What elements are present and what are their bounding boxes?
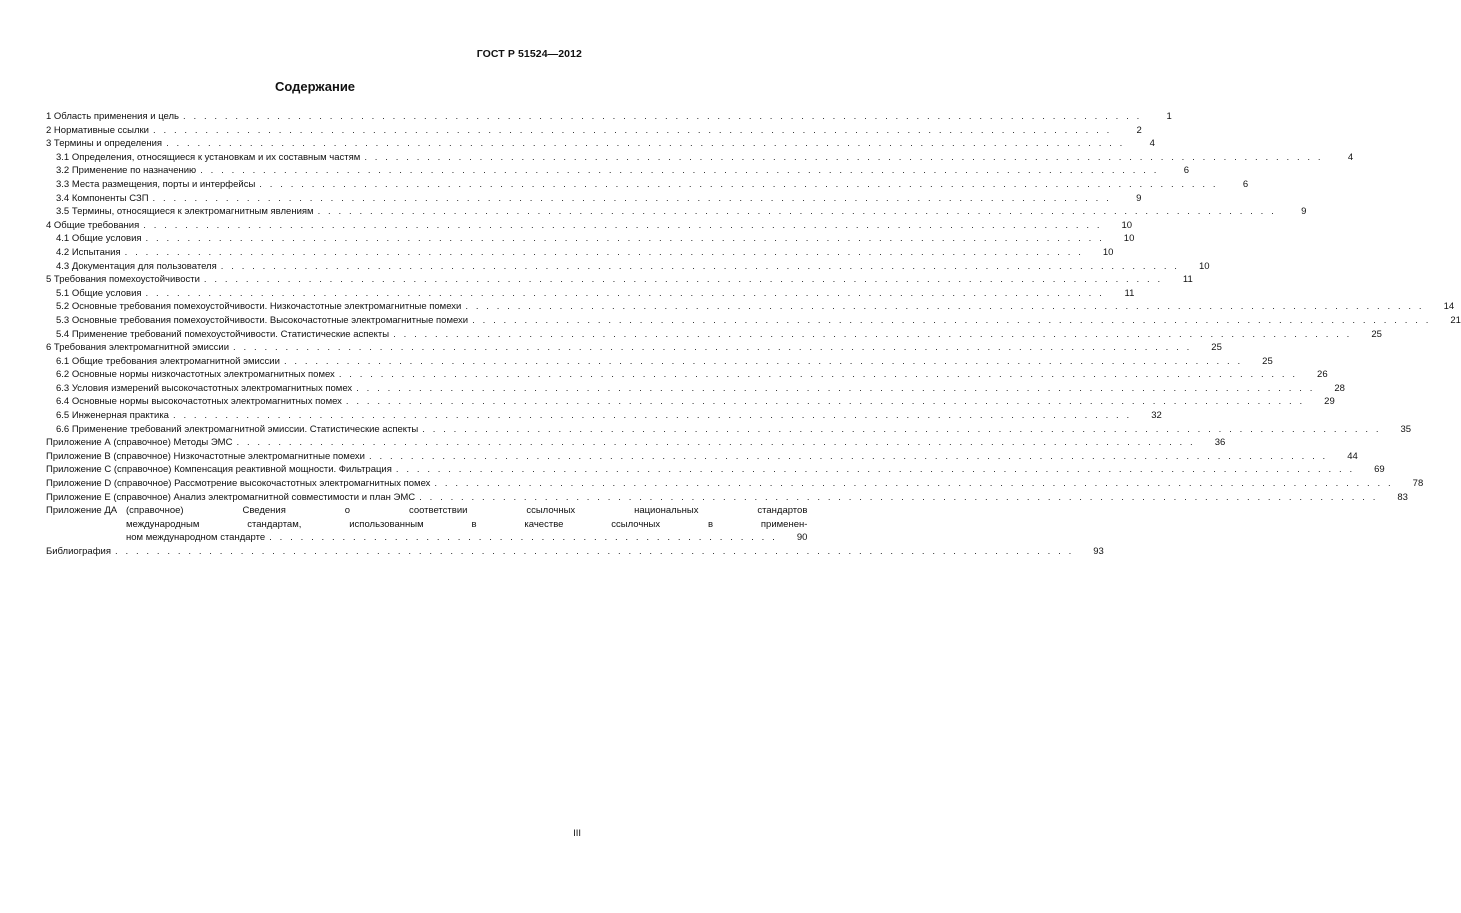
leader-dots: [143, 219, 1102, 233]
toc-entry-page: 28: [1334, 382, 1345, 394]
leader-dots: [422, 423, 1381, 437]
toc-entry-page: 2: [1136, 124, 1142, 136]
leader-dots: [339, 368, 1298, 382]
toc-entry-page: 6: [1183, 165, 1189, 177]
leader-dots: [183, 110, 1142, 124]
toc-entry-label: Приложение С (справочное) Компенсация реактивной мощности. Фильтрация: [46, 464, 392, 476]
toc-entry[interactable]: [46, 273, 1193, 287]
leader-dots: [269, 531, 777, 545]
toc-entries: [46, 110, 1461, 504]
toc-entry-label: 5.3 Основные требования помехоустойчивости. Высокочастотные электромагнитные помехи: [56, 314, 469, 326]
toc-entry[interactable]: [46, 124, 1142, 138]
toc-entry-label: Приложение А (справочное) Методы ЭМС: [46, 437, 233, 449]
leader-dots: [233, 341, 1192, 355]
toc-entry[interactable]: [46, 395, 1335, 409]
toc-entry-page: 10: [1102, 246, 1114, 258]
toc-entry-label: 2 Нормативные ссылки: [46, 124, 149, 136]
toc-entry-label: 3.2 Применение по назначению: [56, 165, 197, 177]
toc-entry[interactable]: [46, 232, 1135, 246]
toc-entry-page: 10: [1123, 233, 1135, 245]
leader-dots: [115, 545, 1074, 559]
document-header-standard: ГОСТ Р 51524—2012: [476, 48, 582, 60]
toc-entry-label: 3.1 Определения, относящиеся к установкам и их составным частям: [56, 151, 361, 163]
toc-entry[interactable]: [46, 110, 1172, 124]
toc-entry[interactable]: [46, 491, 1408, 505]
toc-entry-label: 4.1 Общие условия: [56, 233, 142, 245]
toc-entry-page: 21: [1450, 314, 1461, 326]
toc-entry-label: Приложение В (справочное) Низкочастотные электромагнитные помехи: [46, 450, 365, 462]
leader-dots: [259, 178, 1218, 192]
table-of-contents: [46, 110, 1461, 559]
toc-entry-page: 4: [1149, 138, 1155, 150]
toc-entry-label: Приложение Е (справочное) Анализ электромагнитной совместимости и план ЭМС: [46, 491, 416, 503]
leader-dots: [173, 409, 1132, 423]
leader-dots: [396, 463, 1355, 477]
leader-dots: [472, 314, 1431, 328]
toc-entry-page: 25: [1371, 328, 1382, 340]
toc-entry[interactable]: [46, 178, 1249, 192]
toc-entry[interactable]: [46, 246, 1114, 260]
toc-entry-label: 3.5 Термины, относящиеся к электромагнитным явлениям: [56, 206, 314, 218]
toc-entry-page: 44: [1347, 450, 1358, 462]
toc-entry-page: 83: [1397, 491, 1408, 503]
toc-entry-page: 25: [1211, 342, 1222, 354]
toc-entry[interactable]: [46, 450, 1358, 464]
annex-da-line-3: [126, 531, 807, 545]
toc-entry[interactable]: [46, 137, 1155, 151]
toc-entry[interactable]: [46, 287, 1135, 301]
toc-entry-page: 35: [1400, 423, 1412, 435]
toc-entry-page: 4: [1347, 151, 1354, 163]
toc-entry-page: 32: [1151, 410, 1162, 422]
toc-entry-label: 3 Термины и определения: [46, 138, 163, 150]
leader-dots: [346, 395, 1305, 409]
page-number: III: [573, 828, 581, 839]
toc-entry-label: 6.4 Основные нормы высокочастотных электромагнитных помех: [56, 396, 342, 408]
toc-entry-label: 6.3 Условия измерений высокочастотных электромагнитных помех: [56, 382, 353, 394]
toc-entry[interactable]: [46, 368, 1328, 382]
toc-entry-page: 29: [1324, 396, 1335, 408]
toc-entry-page: 25: [1262, 355, 1273, 367]
annex-da-line-2: международным стандартам, использованным в качестве ссылочных в применен-: [126, 518, 808, 530]
leader-dots: [153, 192, 1112, 206]
toc-entry[interactable]: [46, 409, 1162, 423]
toc-entry-page: 26: [1317, 369, 1328, 381]
toc-entry-label: 6.6 Применение требований электромагнитной эмиссии. Статистические аспекты: [56, 423, 419, 435]
toc-entry-label: 3.4 Компоненты СЗП: [56, 192, 149, 204]
toc-entry-annex-da[interactable]: [46, 504, 808, 545]
toc-entry-label: 5.1 Общие условия: [56, 287, 142, 299]
toc-entry-page: 14: [1443, 301, 1455, 313]
toc-entry-page: 11: [1182, 274, 1193, 286]
leader-dots: [318, 205, 1277, 219]
leader-dots: [146, 232, 1105, 246]
bibliography-label: Библиография: [46, 546, 111, 557]
toc-entry[interactable]: [46, 205, 1307, 219]
toc-entry-label: 1 Область применения и цель: [46, 111, 179, 122]
toc-entry-page: 10: [1198, 260, 1210, 272]
toc-entry-page: 9: [1301, 206, 1307, 218]
toc-entry-label: 4.2 Испытания: [56, 246, 121, 258]
toc-entry-page: 6: [1242, 178, 1249, 190]
toc-entry-label: 4 Общие требования: [46, 219, 140, 231]
toc-entry[interactable]: [46, 341, 1222, 355]
toc-entry-page: 69: [1374, 464, 1385, 476]
toc-entry-label: 4.3 Документация для пользователя: [56, 260, 217, 272]
toc-entry-label: 5 Требования помехоустойчивости: [46, 274, 200, 286]
toc-entry[interactable]: [46, 436, 1226, 450]
annex-da-body: [126, 504, 807, 545]
leader-dots: [284, 355, 1243, 369]
toc-entry-label: 6.2 Основные нормы низкочастотных электромагнитных помех: [56, 369, 335, 381]
bibliography-page: 93: [1093, 546, 1104, 557]
toc-entry[interactable]: [46, 314, 1461, 328]
leader-dots: [356, 382, 1315, 396]
toc-entry[interactable]: [46, 151, 1354, 165]
annex-da-prefix: Приложение ДА: [46, 505, 118, 517]
toc-entry-page: 36: [1214, 437, 1226, 449]
toc-entry[interactable]: [46, 355, 1273, 369]
annex-da-line-3-text: ном международном стандарте: [126, 532, 266, 544]
toc-entry[interactable]: [46, 423, 1412, 437]
toc-entry[interactable]: [46, 477, 1424, 491]
leader-dots: [369, 450, 1328, 464]
page-title: Содержание: [274, 79, 356, 94]
toc-entry[interactable]: [46, 260, 1210, 274]
leader-dots: [434, 477, 1393, 491]
toc-entry[interactable]: [46, 219, 1133, 233]
annex-da-line-1: (справочное) Сведения о соответствии ссылочных национальных стандартов: [126, 505, 808, 517]
leader-dots: [236, 436, 1195, 450]
toc-entry-label: 3.3 Места размещения, порты и интерфейсы: [56, 178, 256, 190]
leader-dots: [465, 300, 1424, 314]
toc-entry[interactable]: [46, 328, 1382, 342]
toc-entry-label: 6.1 Общие требования электромагнитной эмиссии: [56, 355, 280, 367]
toc-entry[interactable]: [46, 382, 1345, 396]
leader-dots: [419, 491, 1378, 505]
toc-entry[interactable]: [46, 463, 1385, 477]
toc-entry-label: 5.2 Основные требования помехоустойчивости. Низкочастотные электромагнитные помехи: [56, 301, 462, 313]
toc-entry-bibliography[interactable]: [46, 545, 1104, 559]
toc-entry-label: 6 Требования электромагнитной эмиссии: [46, 342, 230, 354]
toc-entry[interactable]: [46, 192, 1142, 206]
toc-entry[interactable]: [46, 164, 1189, 178]
leader-dots: [364, 151, 1323, 165]
leader-dots: [393, 328, 1352, 342]
toc-entry-page: 78: [1412, 478, 1424, 490]
toc-entry-label: Приложение D (справочное) Рассмотрение высокочастотных электромагнитных помех: [46, 478, 431, 490]
annex-da-page: 90: [796, 532, 808, 544]
toc-entry[interactable]: [46, 300, 1455, 314]
leader-dots: [204, 273, 1163, 287]
toc-entry-page: 10: [1121, 219, 1133, 231]
leader-dots: [146, 287, 1105, 301]
toc-entry-label: 6.5 Инженерная практика: [56, 410, 169, 422]
leader-dots: [200, 164, 1159, 178]
leader-dots: [153, 124, 1112, 138]
toc-entry-page: 1: [1166, 111, 1172, 122]
toc-entry-label: 5.4 Применение требований помехоустойчивости. Статистические аспекты: [56, 328, 390, 340]
toc-entry-page: 9: [1136, 192, 1142, 204]
leader-dots: [166, 137, 1125, 151]
leader-dots: [125, 246, 1084, 260]
leader-dots: [221, 260, 1180, 274]
toc-entry-page: 11: [1124, 287, 1135, 299]
